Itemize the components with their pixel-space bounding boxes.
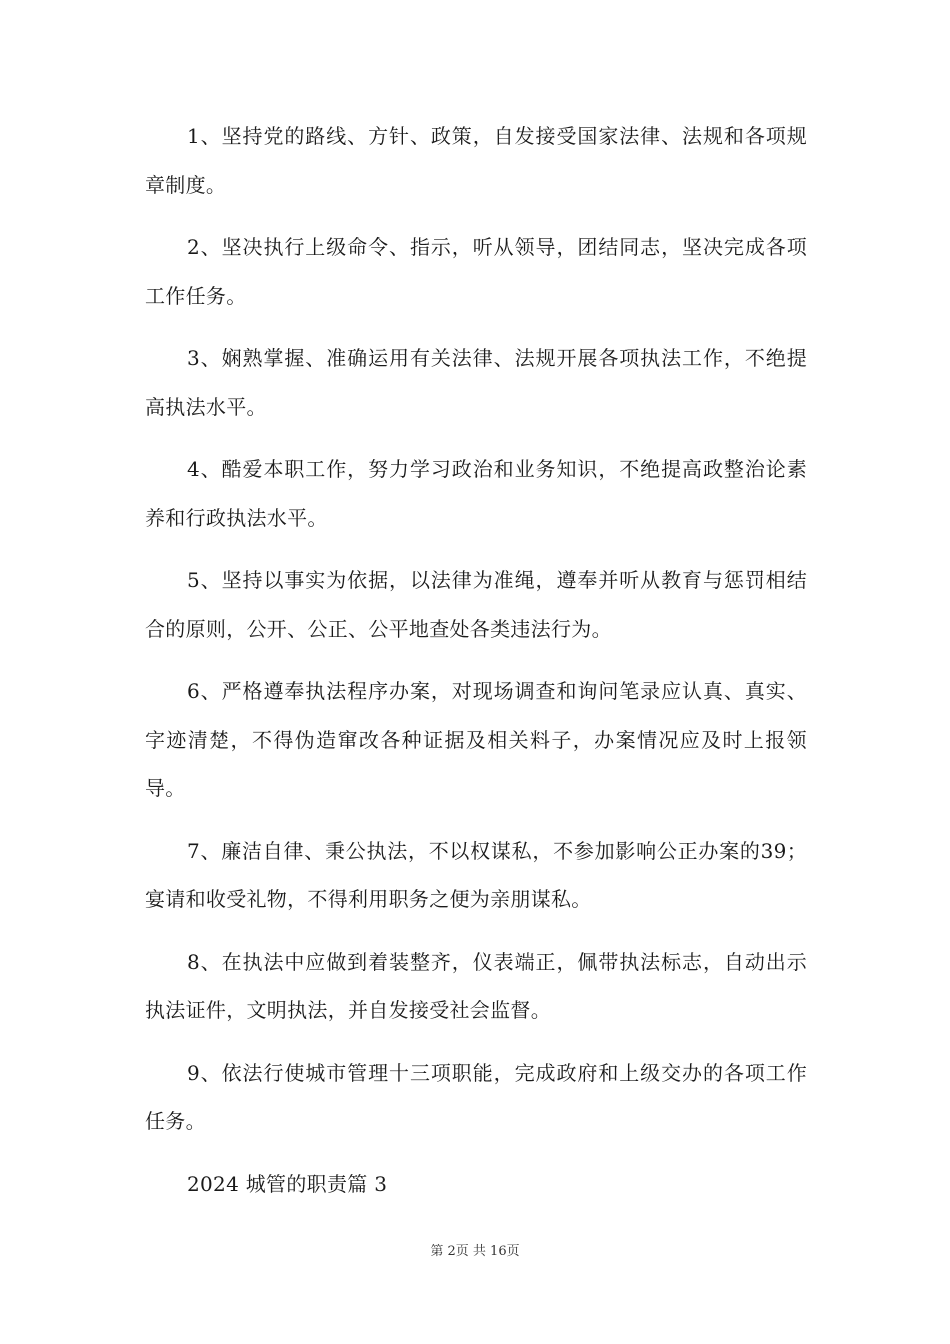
duty-item-6: 6、严格遵奉执法程序办案，对现场调查和询问笔录应认真、真实、字迹清楚，不得伪造窜改各种证据及相关料子，办案情况应及时上报领导。 — [145, 679, 807, 800]
document-body — [145, 112, 807, 1208]
duty-item-3: 3、娴熟掌握、准确运用有关法律、法规开展各项执法工作，不绝提高执法水平。 — [145, 346, 807, 419]
duty-item-8: 8、在执法中应做到着装整齐，仪表端正，佩带执法标志，自动出示执法证件，文明执法，并自发接受社会监督。 — [145, 949, 807, 1022]
page-number-footer: 第 2页 共 16页 — [430, 1244, 520, 1259]
duty-item-4: 4、酷爱本职工作，努力学习政治和业务知识，不绝提高政整治论素养和行政执法水平。 — [145, 457, 807, 530]
duty-item-2: 2、坚决执行上级命令、指示，听从领导，团结同志，坚决完成各项工作任务。 — [145, 235, 807, 308]
duty-item-1: 1、坚持党的路线、方针、政策，自发接受国家法律、法规和各项规章制度。 — [145, 124, 807, 197]
duty-item-9: 9、依法行使城市管理十三项职能，完成政府和上级交办的各项工作任务。 — [145, 1060, 807, 1133]
duty-item-7: 7、廉洁自律、秉公执法，不以权谋私，不参加影响公正办案的39；宴请和收受礼物，不得利用职务之便为亲朋谋私。 — [145, 838, 807, 911]
section-heading: 2024 城管的职责篇 3 — [187, 1171, 388, 1196]
duty-item-5: 5、坚持以事实为依据，以法律为准绳，遵奉并听从教育与惩罚相结合的原则，公开、公正、公平地查处各类违法行为。 — [145, 568, 807, 641]
